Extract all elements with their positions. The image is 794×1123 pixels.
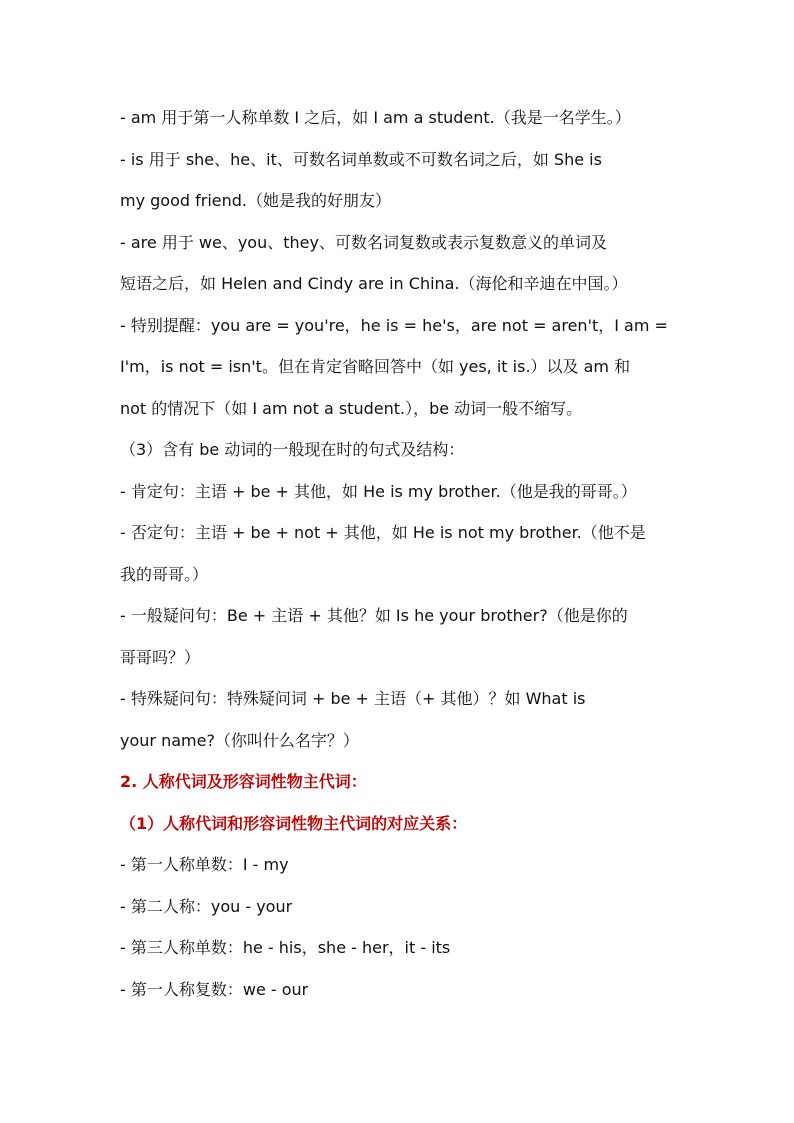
- text-line: - 否定句：主语 + be + not + 其他，如 He is not my brother.（他不是: [120, 523, 646, 542]
- subsection-heading: （1）人称代词和形容词性物主代词的对应关系：: [120, 813, 468, 833]
- text-line: - 第一人称单数：I - my: [120, 855, 289, 874]
- text-line: - 第二人称：you - your: [120, 896, 293, 916]
- text-line: 哥哥吗？）: [120, 647, 201, 667]
- text-line: 短语之后，如 Helen and Cindy are in China.（海伦和辛迪在中国。）: [120, 274, 628, 293]
- text-line: I'm，is not = isn't。但在肯定省略回答中（如 yes, it is.）以及 am 和: [120, 357, 631, 376]
- text-line: - 肯定句：主语 + be + 其他，如 He is my brother.（他是我的哥哥。）: [120, 481, 637, 501]
- text-line: - am 用于第一人称单数 I 之后，如 I am a student.（我是一名学生。）: [120, 108, 631, 127]
- text-line: - is 用于 she、he、it、可数名词单数或不可数名词之后，如 She is: [120, 149, 602, 169]
- text-line: - 第三人称单数：he - his，she - her，it - its: [120, 938, 451, 957]
- text-line: - 一般疑问句：Be + 主语 + 其他？如 Is he your brother?（他是你的: [120, 606, 628, 625]
- text-line: 我的哥哥。）: [120, 564, 209, 584]
- text-line: - 第一人称复数：we - our: [120, 979, 309, 999]
- text-line: my good friend.（她是我的好朋友）: [120, 191, 392, 210]
- text-line: - are 用于 we、you、they、可数名词复数或表示复数意义的单词及: [120, 232, 607, 252]
- section-heading: 2. 人称代词及形容词性物主代词：: [120, 772, 367, 791]
- text-line: （3）含有 be 动词的一般现在时的句式及结构：: [120, 440, 465, 459]
- document-body: [120, 97, 680, 1010]
- text-line: your name?（你叫什么名字？）: [120, 730, 359, 750]
- text-line: - 特殊疑问句：特殊疑问词 + be + 主语（+ 其他）？如 What is: [120, 689, 586, 708]
- text-line: - 特别提醒：you are = you're，he is = he's，are not = aren't，I am =: [120, 315, 668, 335]
- text-line: not 的情况下（如 I am not a student.），be 动词一般不缩写。: [120, 398, 583, 418]
